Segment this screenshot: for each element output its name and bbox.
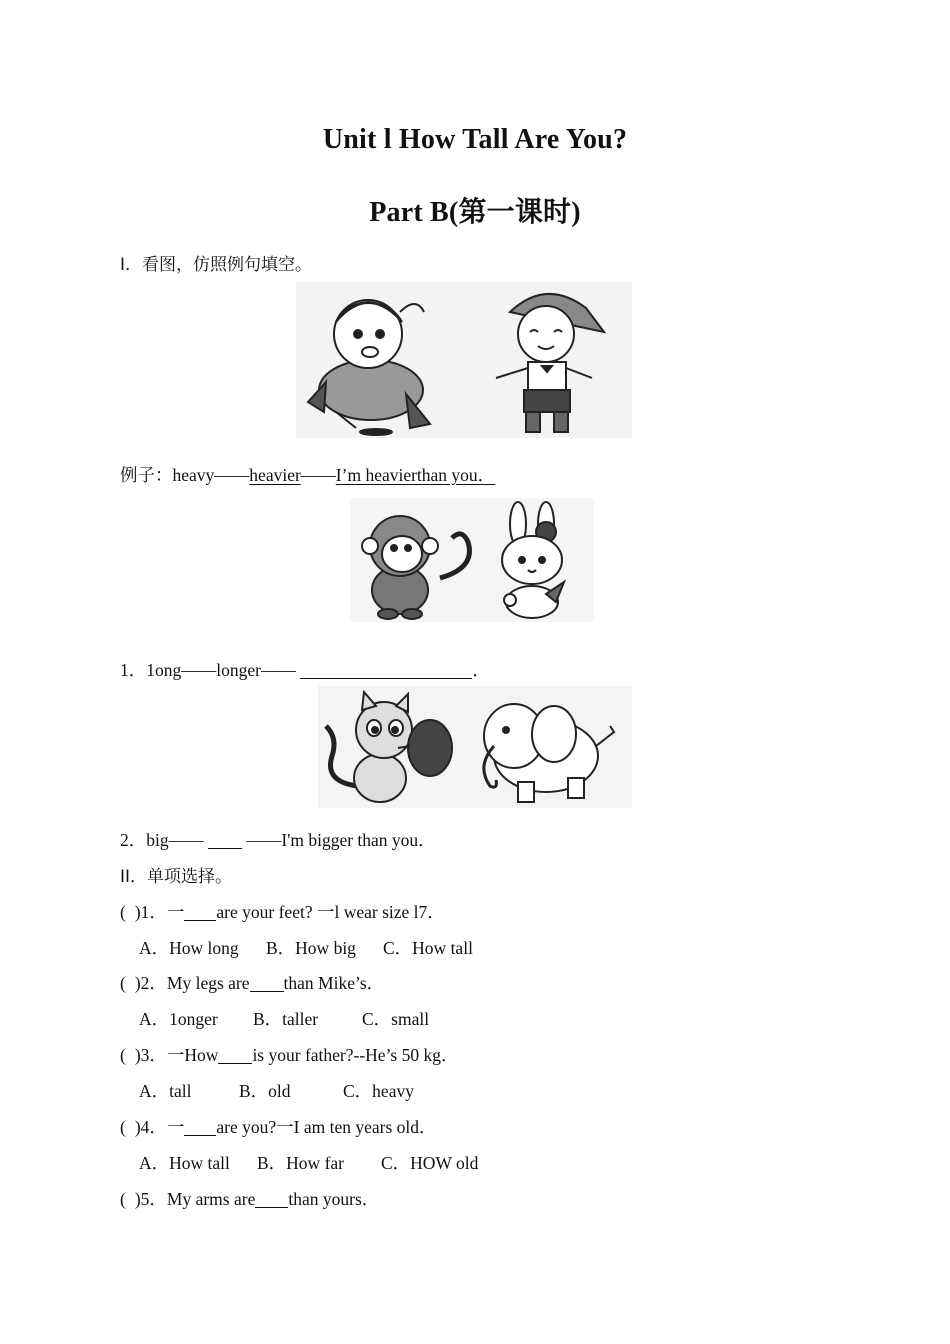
- picture-cat-elephant: [318, 686, 632, 808]
- mcq-4: [120, 1114, 437, 1139]
- q2-end: ——I'm bigger than you．: [246, 830, 436, 850]
- fill-question-1: [120, 657, 490, 682]
- mcq-3-option-b[interactable]: B．old: [239, 1081, 291, 1101]
- monkey-image: [362, 516, 469, 619]
- picture-monkey-rabbit: [350, 498, 594, 622]
- heavy-boy-image: [308, 300, 430, 435]
- example-word: heavy: [172, 465, 215, 485]
- mcq-5: [120, 1186, 379, 1211]
- page-title: Unit l How Tall Are You?: [322, 124, 628, 155]
- section2-heading: II．单项选择。: [120, 867, 233, 887]
- section1-heading: I．看图，仿照例句填空。: [120, 255, 313, 275]
- mcq-3-option-c[interactable]: C．heavy: [343, 1081, 414, 1101]
- mcq-3-stem-b: is your father?--He’s 50 kg．: [252, 1045, 459, 1065]
- example-line: [120, 462, 505, 487]
- answer-paren-open: (: [120, 1189, 126, 1209]
- mcq-1-blank: [184, 902, 216, 921]
- mcq-3-option-a[interactable]: A．tall: [139, 1081, 192, 1101]
- mcq-2: [120, 970, 384, 995]
- mcq-2-blank: [250, 973, 284, 992]
- page-subtitle: Part B(第一课时): [369, 197, 581, 228]
- q1-text: 1．1ong——longer——: [120, 660, 296, 680]
- mcq-3-stem-a: )3．一How: [134, 1045, 219, 1065]
- mcq-1-stem-a: )1．一: [134, 902, 185, 922]
- mcq-5-blank: [255, 1189, 288, 1208]
- mcq-4-blank: [184, 1117, 216, 1136]
- picture-two-boys: [296, 282, 632, 438]
- mcq-2-stem-a: )2．My legs are: [134, 973, 250, 993]
- answer-paren-open: (: [120, 1045, 126, 1065]
- mcq-2-stem-b: than Mike’s．: [283, 973, 385, 993]
- q1-answer-blank[interactable]: [300, 660, 472, 679]
- mcq-2-option-a[interactable]: A．1onger: [139, 1009, 218, 1029]
- mcq-1-option-a[interactable]: A．How long: [139, 938, 239, 958]
- answer-paren-open: (: [120, 902, 126, 922]
- mcq-1-stem-b: are your feet? 一l wear size l7．: [216, 902, 445, 922]
- answer-paren-open: (: [120, 973, 126, 993]
- q2-answer-blank[interactable]: [208, 830, 242, 849]
- mcq-5-stem-a: )5．My arms are: [134, 1189, 256, 1209]
- mcq-3-blank: [218, 1045, 252, 1064]
- example-sentence: I’m heavierthan you．: [335, 465, 496, 485]
- rabbit-image: [502, 502, 564, 618]
- mcq-5-stem-b: than yours．: [288, 1189, 380, 1209]
- cat-image: [326, 692, 452, 802]
- mcq-2-option-b[interactable]: B．taller: [253, 1009, 319, 1029]
- mcq-3: [120, 1042, 459, 1067]
- q1-end: ．: [472, 660, 490, 680]
- example-dash-2: ——: [300, 465, 336, 485]
- mcq-2-option-c[interactable]: C．small: [362, 1009, 430, 1029]
- fill-question-2: [120, 827, 436, 852]
- example-dash-1: ——: [214, 465, 250, 485]
- q2-start: 2．big——: [120, 830, 204, 850]
- mcq-1-option-c[interactable]: C．How tall: [383, 938, 473, 958]
- mcq-4-option-b[interactable]: B．How far: [257, 1153, 344, 1173]
- thin-boy-image: [496, 294, 604, 432]
- example-label: 例子：: [120, 466, 173, 486]
- mcq-4-option-a[interactable]: A．How tall: [139, 1153, 230, 1173]
- example-comparative: heavier: [249, 465, 301, 485]
- answer-paren-open: (: [120, 1117, 126, 1137]
- mcq-1: [120, 899, 445, 924]
- mcq-4-stem-a: )4．一: [134, 1117, 185, 1137]
- mcq-4-stem-b: are you?一I am ten years old．: [216, 1117, 437, 1137]
- mcq-1-option-b[interactable]: B．How big: [266, 938, 356, 958]
- mcq-4-option-c[interactable]: C．HOW old: [381, 1153, 479, 1173]
- elephant-image: [484, 704, 614, 802]
